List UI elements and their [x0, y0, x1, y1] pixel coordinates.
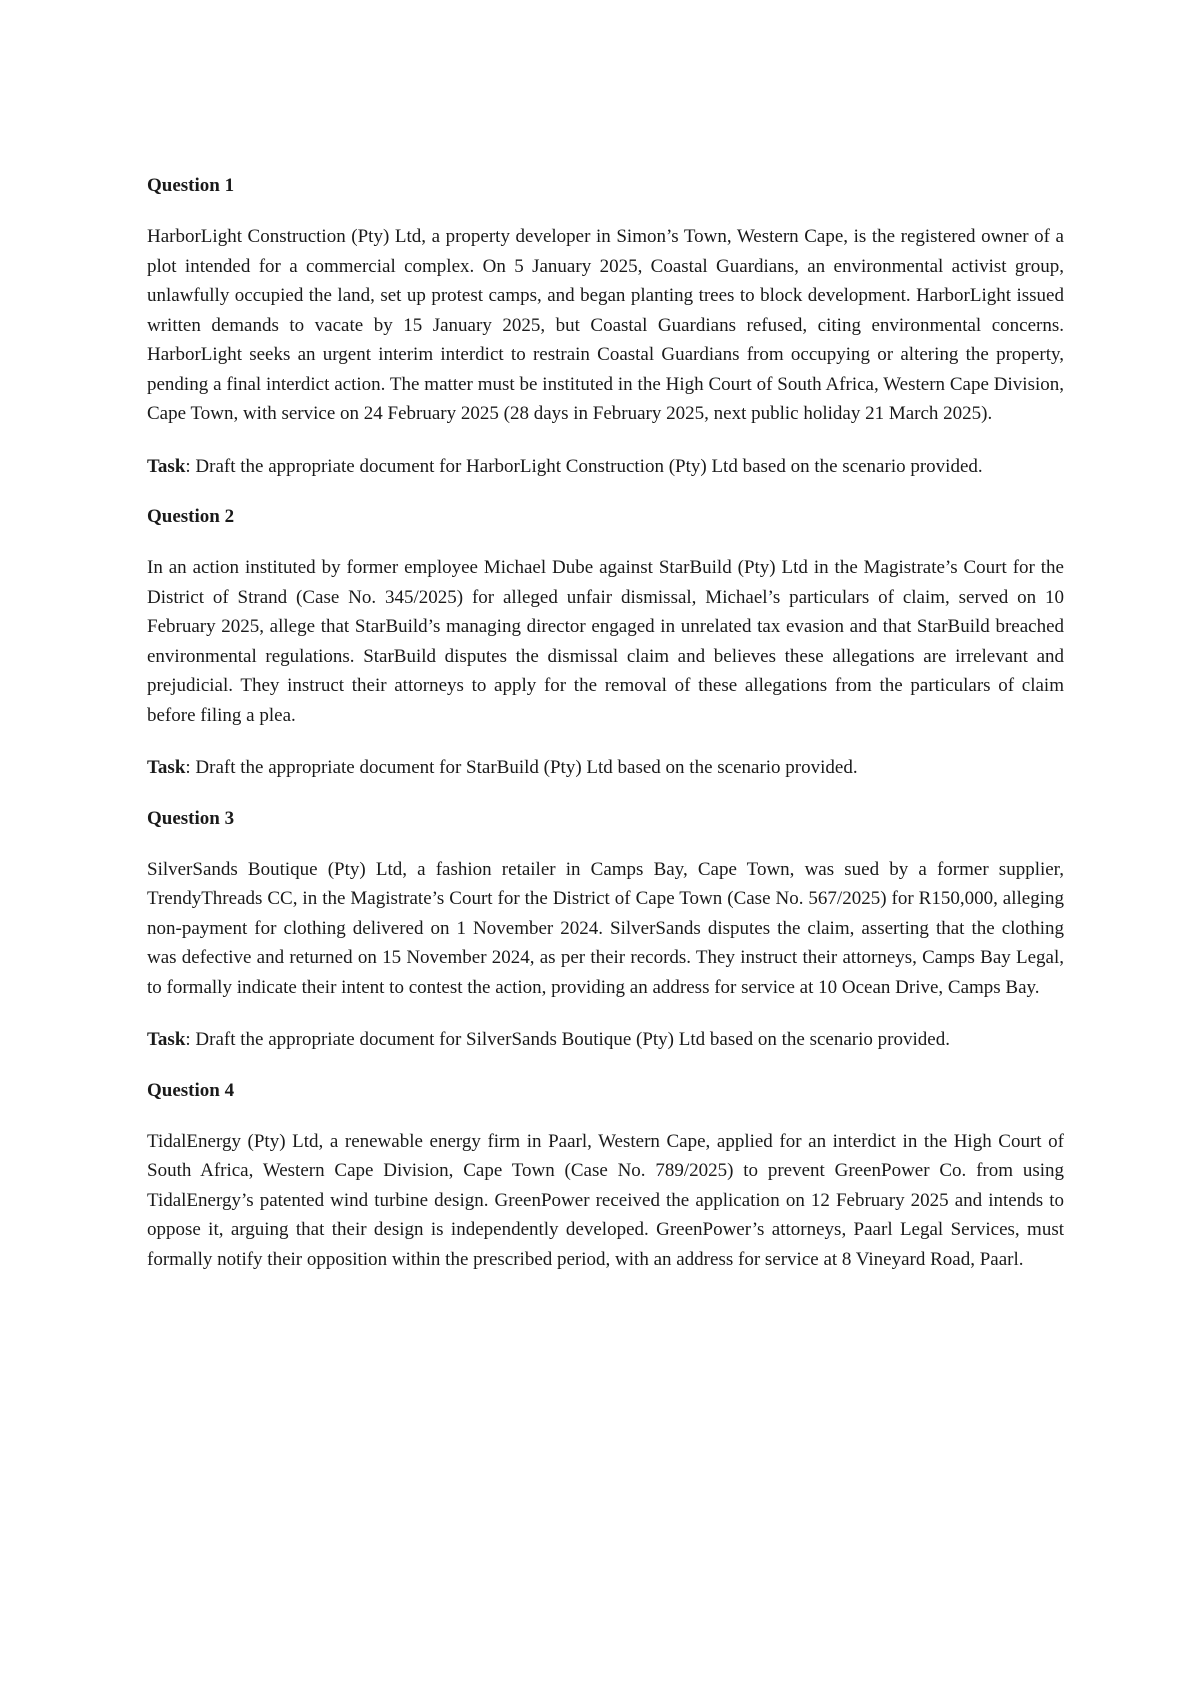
- question-body: SilverSands Boutique (Pty) Ltd, a fashion retailer in Camps Bay, Cape Town, was sued by a former supplier, TrendyThreads CC, in the Magistrate’s Court for the District of Cape Town (Case No. 567/2025) for R150,000, alleging non-payment for clothing delivered on 1 November 2024. SilverSands disputes the claim, asserting that the clothing was defective and returned on 15 November 2024, as per their records. They instruct their attorneys, Camps Bay Legal, to formally indicate their intent to contest the action, providing an address for service at 10 Ocean Drive, Camps Bay.: [147, 858, 1064, 998]
- question-2: [147, 505, 1064, 783]
- question-body: In an action instituted by former employee Michael Dube against StarBuild (Pty) Ltd in the Magistrate’s Court for the District of Strand (Case No. 345/2025) for alleged unfair dismissal, Michael’s particulars of claim, served on 10 February 2025, allege that StarBuild’s managing director engaged in unrelated tax evasion and that StarBuild breached environmental regulations. StarBuild disputes the dismissal claim and believes these allegations are irrelevant and prejudicial. They instruct their attorneys to apply for the removal of these allegations from the particulars of claim before filing a plea.: [147, 557, 1064, 726]
- question-body: HarborLight Construction (Pty) Ltd, a property developer in Simon’s Town, Western Cape, is the registered owner of a plot intended for a commercial complex. On 5 January 2025, Coastal Guardians, an environmental activist group, unlawfully occupied the land, set up protest camps, and began planting trees to block development. HarborLight issued written demands to vacate by 15 January 2025, but Coastal Guardians refused, citing environmental concerns. HarborLight seeks an urgent interim interdict to restrain Coastal Guardians from occupying or altering the property, pending a final interdict action. The matter must be instituted in the High Court of South Africa, Western Cape Division, Cape Town, with service on 24 February 2025 (28 days in February 2025, next public holiday 21 March 2025).: [147, 226, 1064, 424]
- question-3: [147, 807, 1064, 1055]
- task-paragraph: [147, 1025, 1064, 1055]
- task-paragraph: [147, 452, 1064, 482]
- question-heading: Question 3: [147, 807, 235, 829]
- question-1: [147, 174, 1064, 481]
- question-heading: Question 2: [147, 506, 235, 527]
- task-text: : Draft the appropriate document for SilverSands Boutique (Pty) Ltd based on the scenario provided.: [185, 1029, 950, 1050]
- question-4: [147, 1079, 1064, 1275]
- document-page: [147, 174, 1064, 1297]
- task-label: Task: [147, 757, 186, 778]
- question-heading: Question 1: [147, 175, 235, 196]
- task-text: : Draft the appropriate document for HarborLight Construction (Pty) Ltd based on the scenario provided.: [185, 455, 983, 477]
- question-body: TidalEnergy (Pty) Ltd, a renewable energy firm in Paarl, Western Cape, applied for an interdict in the High Court of South Africa, Western Cape Division, Cape Town (Case No. 789/2025) to prevent GreenPower Co. from using TidalEnergy’s patented wind turbine design. GreenPower received the application on 12 February 2025 and intends to oppose it, arguing that their design is independently developed. GreenPower’s attorneys, Paarl Legal Services, must formally notify their opposition within the prescribed period, with an address for service at 8 Vineyard Road, Paarl.: [147, 1130, 1064, 1270]
- task-label: Task: [147, 455, 186, 477]
- task-paragraph: [147, 753, 1064, 783]
- task-text: : Draft the appropriate document for StarBuild (Pty) Ltd based on the scenario provided.: [185, 757, 858, 778]
- question-heading: Question 4: [147, 1079, 235, 1101]
- task-label: Task: [147, 1029, 186, 1050]
